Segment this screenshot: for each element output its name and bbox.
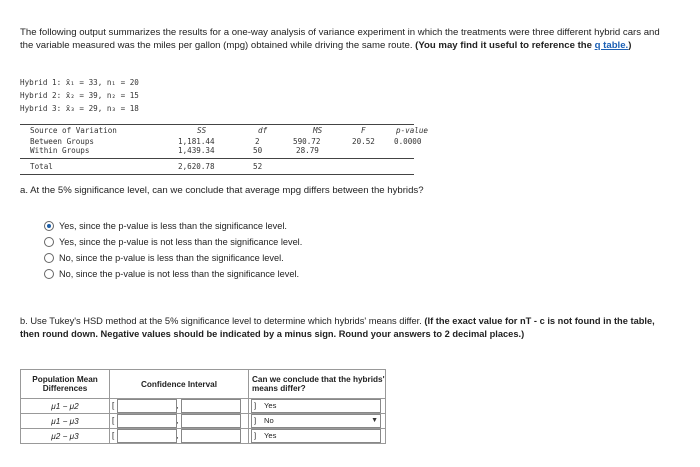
- tukey-header-ci: Confidence Interval: [110, 370, 249, 399]
- option-3-label: No, since the p-value is less than the significance level.: [59, 253, 284, 263]
- tukey-row: μ2 − μ3 [ , ] Yes: [21, 429, 386, 444]
- tukey-header-conclude: Can we conclude that the hybrids' means differ?: [249, 370, 386, 399]
- ci-lower-input-1[interactable]: [117, 399, 177, 413]
- conclude-select-1-value: Yes: [264, 401, 277, 410]
- conclude-select-2[interactable]: ] No ▼: [251, 414, 381, 428]
- radio-button[interactable]: [44, 269, 54, 279]
- anova-row-between-label: Between Groups: [30, 137, 95, 146]
- anova-header-pvalue: p-value: [396, 126, 429, 135]
- anova-header-f: F: [361, 126, 366, 135]
- hybrid-3-summary: Hybrid 3: x̄₃ = 29, n₃ = 18: [20, 104, 139, 113]
- anova-header-ms: MS: [313, 126, 323, 135]
- q-table-link[interactable]: q table.: [594, 40, 629, 51]
- anova-row-total-label: Total: [30, 162, 53, 171]
- anova-header-df: df: [258, 126, 268, 135]
- intro-close: ): [628, 40, 632, 51]
- part-a-option-3[interactable]: [44, 253, 284, 263]
- anova-row-between-df: 2: [255, 137, 260, 146]
- anova-row-between-f: 20.52: [352, 137, 375, 146]
- anova-row-within-label: Within Groups: [30, 146, 90, 155]
- anova-table: [20, 124, 429, 175]
- intro-text: The following output summarizes the results for a one-way analysis of variance experiment in which the treatments were three different hybrid cars and the variable measured was the miles per gallon (mpg) obtained while driving the same route.: [20, 27, 660, 51]
- ci-lower-input-3[interactable]: [117, 429, 177, 443]
- part-b-bold: (If the exact value for nT - c is not found in the table, then round down. Negative values should be indicated by a minus sign. Round your answers to 2 decimal places.): [20, 316, 655, 339]
- part-a-option-2[interactable]: [44, 237, 302, 247]
- anova-row-within-df: 50: [253, 146, 263, 155]
- anova-row-between-ms: 590.72: [293, 137, 321, 146]
- conclude-select-2-value: No: [264, 416, 274, 425]
- tukey-header-diff: Population Mean Differences: [21, 370, 110, 399]
- ci-lower-input-2[interactable]: [117, 414, 177, 428]
- part-a-question: a. At the 5% significance level, can we conclude that average mpg differs between the hybrids?: [20, 185, 424, 196]
- radio-button[interactable]: [44, 253, 54, 263]
- tukey-row-label: μ1 − μ2: [21, 399, 110, 414]
- intro-paragraph: [20, 26, 675, 52]
- radio-button-selected[interactable]: [44, 221, 54, 231]
- intro-bold: (You may find it useful to reference the: [415, 40, 592, 51]
- hybrid-1-summary: Hybrid 1: x̄₁ = 33, n₁ = 20: [20, 78, 139, 87]
- radio-button[interactable]: [44, 237, 54, 247]
- ci-upper-input-2[interactable]: [181, 414, 241, 428]
- anova-header-source: Source of Variation: [30, 126, 117, 135]
- part-b-instructions: [20, 315, 675, 341]
- tukey-row: μ1 − μ3 [ , ] No ▼: [21, 414, 386, 429]
- part-a-option-1[interactable]: [44, 221, 287, 231]
- option-4-label: No, since the p-value is not less than the significance level.: [59, 269, 300, 279]
- tukey-row-label: μ1 − μ3: [21, 414, 110, 429]
- ci-upper-input-1[interactable]: [181, 399, 241, 413]
- tukey-row: μ1 − μ2 [ , ] Yes: [21, 399, 386, 414]
- anova-row-total-ss: 2,620.78: [178, 162, 215, 171]
- anova-row-total-df: 52: [253, 162, 263, 171]
- anova-row-within-ss: 1,439.34: [178, 146, 215, 155]
- hybrid-2-summary: Hybrid 2: x̄₂ = 39, n₂ = 15: [20, 91, 139, 100]
- conclude-select-1[interactable]: ] Yes: [251, 399, 381, 413]
- tukey-table: [20, 369, 386, 444]
- option-2-label: Yes, since the p-value is not less than the significance level.: [59, 237, 303, 247]
- part-b-text: b. Use Tukey's HSD method at the 5% significance level to determine which hybrids' means differ.: [20, 316, 422, 326]
- chevron-down-icon[interactable]: ▼: [371, 417, 378, 424]
- option-1-label: Yes, since the p-value is less than the significance level.: [59, 221, 287, 231]
- conclude-select-3[interactable]: ] Yes: [251, 429, 381, 443]
- conclude-select-3-value: Yes: [264, 431, 277, 440]
- part-a-option-4[interactable]: [44, 269, 299, 279]
- anova-row-between-ss: 1,181.44: [178, 137, 215, 146]
- tukey-row-label: μ2 − μ3: [21, 429, 110, 444]
- anova-row-between-pvalue: 0.0000: [394, 137, 422, 146]
- anova-row-within-ms: 28.79: [296, 146, 319, 155]
- anova-header-ss: SS: [197, 126, 207, 135]
- ci-upper-input-3[interactable]: [181, 429, 241, 443]
